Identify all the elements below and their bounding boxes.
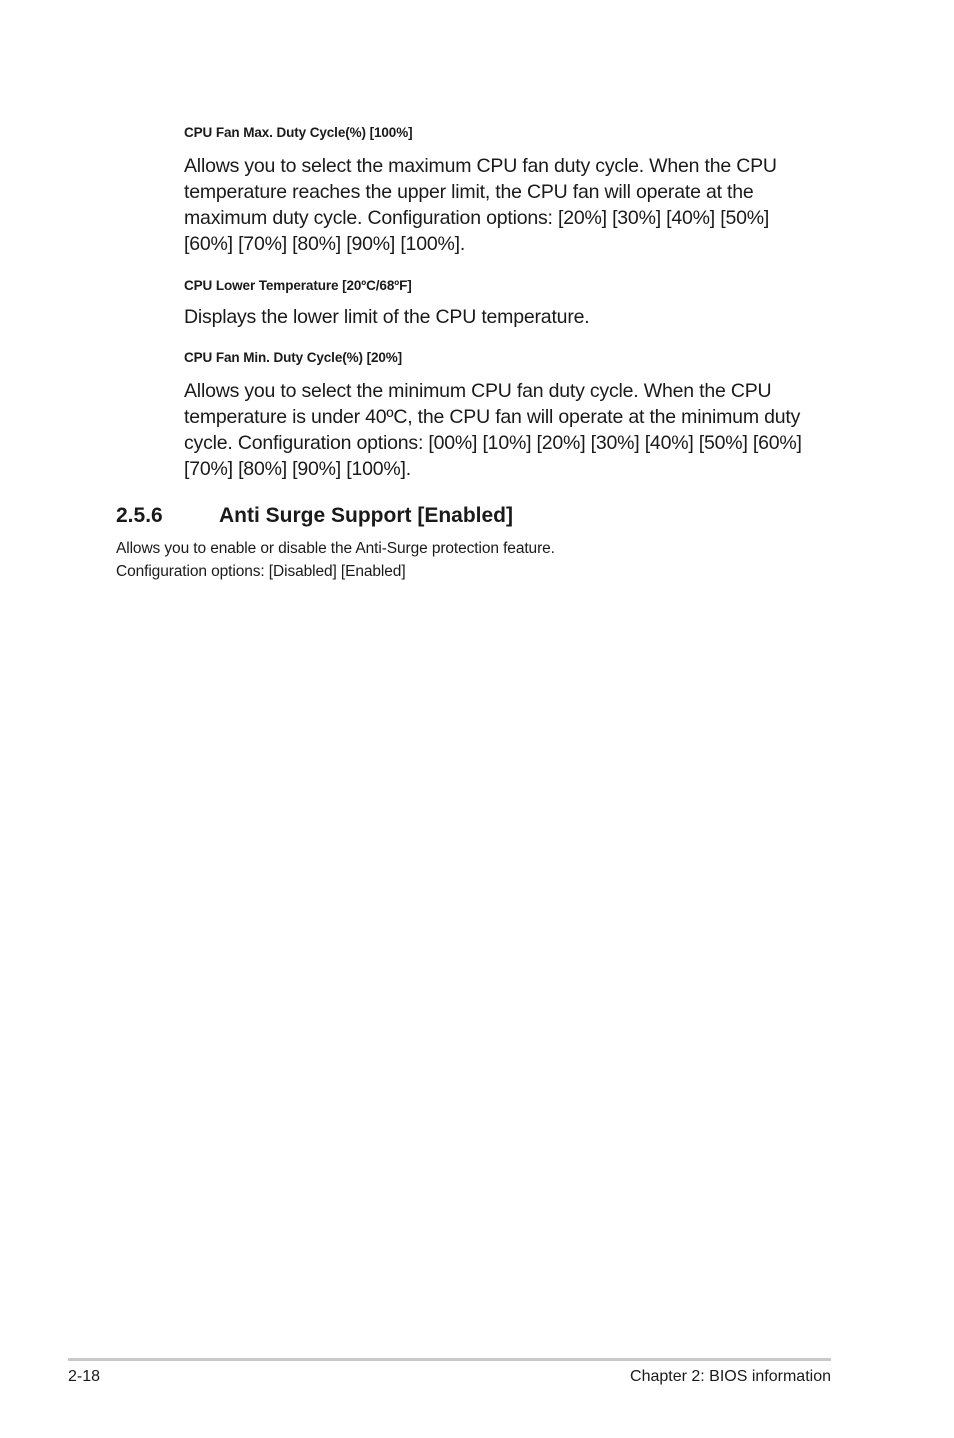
section-description (116, 537, 555, 583)
footer-chapter-title: Chapter 2: BIOS information (630, 1368, 831, 1385)
description-line: Allows you to select the maximum CPU fan duty cycle. When the CPU (184, 155, 777, 177)
section-heading (116, 504, 513, 528)
item-description-cpu-fan-min-duty-cycle (184, 378, 834, 482)
footer-page-number: 2-18 (68, 1368, 101, 1385)
description-line: Displays the lower limit of the CPU temperature. (184, 306, 590, 328)
description-line: Allows you to select the minimum CPU fan duty cycle. When the CPU (184, 380, 772, 402)
item-heading-cpu-fan-min-duty-cycle: CPU Fan Min. Duty Cycle(%) [20%] (184, 350, 403, 365)
section-title: Anti Surge Support [Enabled] (219, 504, 513, 527)
section-number: 2.5.6 (116, 504, 163, 527)
description-line: [60%] [70%] [80%] [90%] [100%]. (184, 233, 466, 255)
description-line: [70%] [80%] [90%] [100%]. (184, 458, 411, 480)
description-line: cycle. Configuration options: [00%] [10%] [20%] [30%] [40%] [50%] [60%] (184, 432, 802, 454)
item-heading-cpu-lower-temperature: CPU Lower Temperature [20ºC/68ºF] (184, 278, 412, 293)
footer-divider (68, 1358, 831, 1361)
description-line: temperature reaches the upper limit, the CPU fan will operate at the (184, 181, 754, 203)
description-line: temperature is under 40ºC, the CPU fan will operate at the minimum duty (184, 406, 801, 428)
item-description-cpu-fan-max-duty-cycle (184, 153, 834, 257)
item-heading-cpu-fan-max-duty-cycle: CPU Fan Max. Duty Cycle(%) [100%] (184, 125, 413, 140)
description-line: Allows you to enable or disable the Anti-Surge protection feature. (116, 540, 555, 557)
description-line: maximum duty cycle. Configuration options: [20%] [30%] [40%] [50%] (184, 207, 770, 229)
description-line: Configuration options: [Disabled] [Enabled] (116, 563, 406, 580)
item-description-cpu-lower-temperature (184, 304, 834, 330)
